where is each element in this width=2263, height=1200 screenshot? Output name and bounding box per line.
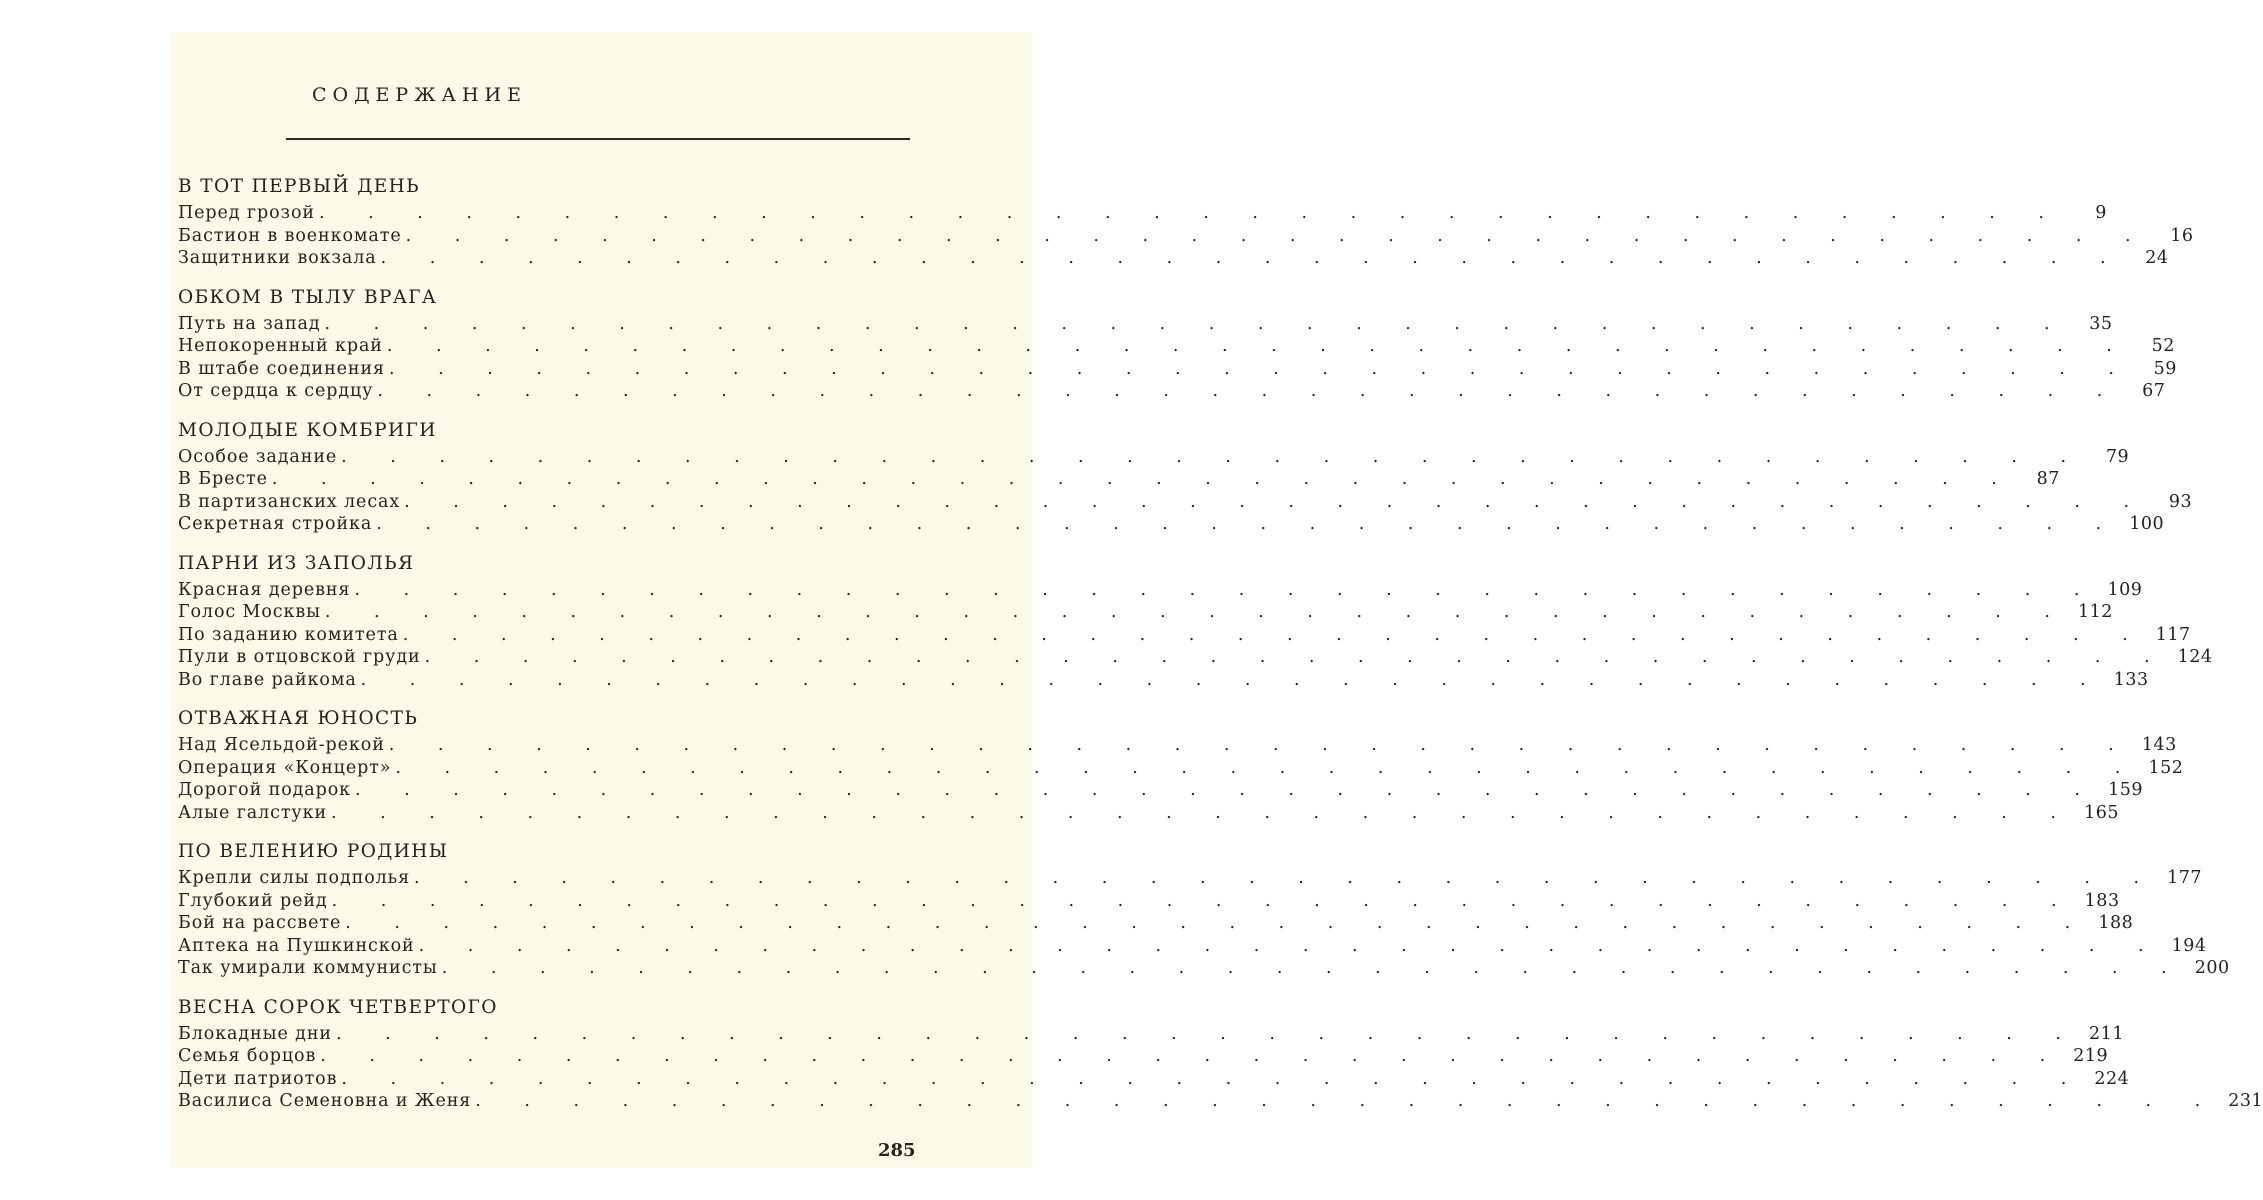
page-number: 285 [878, 1140, 916, 1161]
entry-title: Голос Москвы [178, 602, 321, 622]
dot-leader: . . . . . . . . . . . . . . . . . . . . . . . . . . . . . . . . . . . . [404, 491, 2149, 512]
entry-title: По заданию комитета [178, 624, 399, 645]
book-page [170, 32, 2263, 1168]
entry-page-number: 219 [2073, 1046, 2109, 1066]
entry-title: Глубокий рейд [178, 890, 328, 911]
dot-leader: . . . . . . . . . . . . . . . . . . . . . . . . . . . . . . . . . . . . [341, 1068, 2086, 1089]
entry-page-number: 52 [2151, 336, 2175, 356]
entry-page-number: 109 [2107, 579, 2143, 600]
section-title: ПО ВЕЛЕНИЮ РОДИНЫ [178, 841, 449, 862]
dot-leader: . . . . . . . . . . . . . . . . . . . . . . . . . . . . . . . . . . . . [354, 579, 2099, 600]
entry-page-number: 143 [2141, 735, 2177, 755]
entry-page-number: 177 [2167, 868, 2203, 888]
entry-title: Непокоренный край [178, 336, 383, 356]
entry-title: Пули в отцовской груди [178, 647, 421, 667]
toc-entry [178, 1023, 2124, 1046]
entry-page-number: 152 [2148, 757, 2184, 778]
dot-leader: . . . . . . . . . . . . . . . . . . . . . . . . . . . . . . . . . . . . [405, 225, 2150, 246]
dot-leader: . . . . . . . . . . . . . . . . . . . . . . . . . . . . . . . . . . . . [320, 1046, 2065, 1066]
entry-title: Перед грозой [178, 203, 315, 223]
entry-page-number: 16 [2170, 225, 2194, 246]
dot-leader: . . . . . . . . . . . . . . . . . . . . . . . . . . . . . . . . . . . . [271, 469, 2016, 489]
toc-entry [178, 1090, 2263, 1113]
toc-entry [178, 669, 2149, 692]
entry-page-number: 93 [2168, 491, 2193, 512]
dot-leader: . . . . . . . . . . . . . . . . . . . . . . . . . . . . . . . . . . . . [380, 248, 2125, 268]
toc-entry [178, 802, 2119, 825]
dot-leader: . . . . . . . . . . . . . . . . . . . . . . . . . . . . . . . . . . . . [341, 446, 2086, 467]
toc-entry [178, 491, 2193, 514]
entry-title: Крепли силы подполья [178, 868, 411, 888]
toc-entry [178, 579, 2143, 602]
entry-page-number: 59 [2153, 358, 2177, 379]
toc-entry [178, 646, 2213, 669]
toc-entry [178, 313, 2113, 336]
entry-page-number: 188 [2098, 913, 2134, 933]
entry-title: В штабе соединения [178, 358, 385, 379]
section-title: ОТВАЖНАЯ ЮНОСТЬ [178, 708, 419, 729]
section-title: ПАРНИ ИЗ ЗАПОЛЬЯ [178, 552, 415, 574]
dot-leader: . . . . . . . . . . . . . . . . . . . . . . . . . . . . . . . . . . . . [414, 868, 2159, 888]
entry-page-number: 9 [2095, 203, 2107, 223]
toc-section [178, 416, 2193, 536]
toc-entry [178, 890, 2120, 913]
entry-page-number: 183 [2084, 890, 2120, 911]
toc-entry [178, 734, 2177, 757]
entry-title: В партизанских лесах [178, 491, 401, 512]
dot-leader: . . . . . . . . . . . . . . . . . . . . . . . . . . . . . . . . . . . . [324, 602, 2069, 622]
entry-page-number: 165 [2084, 802, 2119, 823]
toc-entry [178, 867, 2203, 890]
dot-leader: . . . . . . . . . . . . . . . . . . . . . . . . . . . . . . . . . . . . [418, 935, 2163, 956]
dot-leader: . . . . . . . . . . . . . . . . . . . . . . . . . . . . . . . . . . . . [388, 735, 2133, 755]
entry-page-number: 87 [2036, 469, 2060, 489]
entry-title: Над Ясельдой-рекой [178, 735, 385, 755]
entry-page-number: 117 [2155, 624, 2191, 645]
toc-entry [178, 468, 2060, 491]
dot-leader: . . . . . . . . . . . . . . . . . . . . . . . . . . . . . . . . . . . . [386, 336, 2131, 356]
dot-leader: . . . . . . . . . . . . . . . . . . . . . . . . . . . . . . . . . . . . [388, 358, 2133, 379]
entry-title: Бой на рассвете [178, 913, 342, 933]
toc-section [178, 283, 2177, 403]
section-title: ВЕСНА СОРОК ЧЕТВЕРТОГО [178, 996, 498, 1018]
section-title: В ТОТ ПЕРВЫЙ ДЕНЬ [178, 176, 421, 197]
entry-page-number: 200 [2194, 958, 2230, 978]
toc-entry [178, 957, 2230, 980]
dot-leader: . . . . . . . . . . . . . . . . . . . . . . . . . . . . . . . . . . . . [360, 669, 2105, 690]
page-title: СОДЕРЖАНИЕ [312, 84, 527, 106]
entry-page-number: 24 [2145, 248, 2169, 268]
entry-page-number: 133 [2113, 669, 2149, 690]
toc-entry [178, 1045, 2109, 1068]
toc-entry [178, 935, 2207, 958]
entry-page-number: 124 [2177, 647, 2213, 667]
dot-leader: . . . . . . . . . . . . . . . . . . . . . . . . . . . . . . . . . . . . [395, 757, 2140, 778]
entry-title: Особое задание [178, 446, 338, 467]
dot-leader: . . . . . . . . . . . . . . . . . . . . . . . . . . . . . . . . . . . . [318, 203, 2063, 223]
entry-title: Красная деревня [178, 579, 351, 600]
entry-title: Дети патриотов [178, 1068, 338, 1089]
toc-entry [178, 757, 2184, 780]
entry-title: Аптека на Пушкинской [178, 935, 415, 956]
entry-title: Блокадные дни [178, 1023, 332, 1044]
entry-page-number: 67 [2142, 381, 2166, 401]
toc-entry [178, 225, 2194, 248]
toc-entry [178, 779, 2143, 802]
entry-title: Операция «Концерт» [178, 757, 392, 778]
dot-leader: . . . . . . . . . . . . . . . . . . . . . . . . . . . . . . . . . . . . [424, 647, 2169, 667]
entry-title: Защитники вокзала [178, 248, 377, 268]
toc-entry [178, 335, 2175, 358]
entry-page-number: 159 [2108, 780, 2143, 800]
entry-page-number: 231 [2228, 1091, 2263, 1111]
toc-entry [178, 202, 2107, 225]
section-title: МОЛОДЫЕ КОМБРИГИ [178, 419, 437, 441]
toc-entry [178, 247, 2169, 270]
entry-title: Секретная стройка [178, 514, 373, 534]
dot-leader: . . . . . . . . . . . . . . . . . . . . . . . . . . . . . . . . . . . . [324, 313, 2069, 334]
entry-title: Так умирали коммунисты [178, 958, 438, 978]
entry-page-number: 100 [2129, 514, 2165, 534]
dot-leader: . . . . . . . . . . . . . . . . . . . . . . . . . . . . . . . . . . . . [377, 381, 2122, 401]
dot-leader: . . . . . . . . . . . . . . . . . . . . . . . . . . . . . . . . . . . . [376, 514, 2121, 534]
entry-title: Дорогой подарок [178, 780, 352, 800]
entry-page-number: 35 [2089, 313, 2113, 334]
dot-leader: . . . . . . . . . . . . . . . . . . . . . . . . . . . . . . . . . . . . [331, 890, 2076, 911]
toc-entry [178, 513, 2165, 536]
entry-title: Во главе райкома [178, 669, 357, 690]
dot-leader: . . . . . . . . . . . . . . . . . . . . . . . . . . . . . . . . . . . . [355, 780, 2099, 800]
toc-section [178, 704, 2184, 824]
toc-entry [178, 380, 2166, 403]
entry-page-number: 112 [2077, 602, 2113, 622]
dot-leader: . . . . . . . . . . . . . . . . . . . . . . . . . . . . . . . . . . . . [331, 802, 2075, 823]
title-divider [286, 138, 910, 140]
entry-title: Василиса Семеновна и Женя [178, 1091, 472, 1111]
entry-page-number: 224 [2094, 1068, 2130, 1089]
toc-section [178, 549, 2213, 692]
toc-entry [178, 912, 2134, 935]
entry-title: От сердца к сердцу [178, 381, 374, 401]
entry-title: Путь на запад [178, 313, 321, 334]
entry-title: В Бресте [178, 469, 268, 489]
dot-leader: . . . . . . . . . . . . . . . . . . . . . . . . . . . . . . . . . . . . [402, 624, 2147, 645]
dot-leader: . . . . . . . . . . . . . . . . . . . . . . . . . . . . . . . . . . . . [345, 913, 2090, 933]
table-of-contents [178, 172, 2263, 1126]
entry-title: Семья борцов [178, 1046, 317, 1066]
dot-leader: . . . . . . . . . . . . . . . . . . . . . . . . . . . . . . . . . . . . [335, 1023, 2080, 1044]
entry-page-number: 79 [2105, 446, 2130, 467]
entry-title: Бастион в военкомате [178, 225, 402, 246]
section-title: ОБКОМ В ТЫЛУ ВРАГА [178, 286, 438, 308]
toc-entry [178, 358, 2177, 381]
dot-leader: . . . . . . . . . . . . . . . . . . . . . . . . . . . . . . . . . . . . [441, 958, 2186, 978]
toc-entry [178, 1068, 2130, 1091]
toc-section [178, 993, 2263, 1113]
toc-section [178, 172, 2194, 270]
toc-entry [178, 446, 2130, 469]
toc-section [178, 837, 2230, 980]
entry-page-number: 211 [2089, 1023, 2124, 1044]
toc-entry [178, 624, 2191, 647]
entry-page-number: 194 [2171, 935, 2207, 956]
dot-leader: . . . . . . . . . . . . . . . . . . . . . . . . . . . . . . . . . . . . [475, 1091, 2220, 1111]
entry-title: Алые галстуки [178, 802, 328, 823]
toc-entry [178, 601, 2113, 624]
